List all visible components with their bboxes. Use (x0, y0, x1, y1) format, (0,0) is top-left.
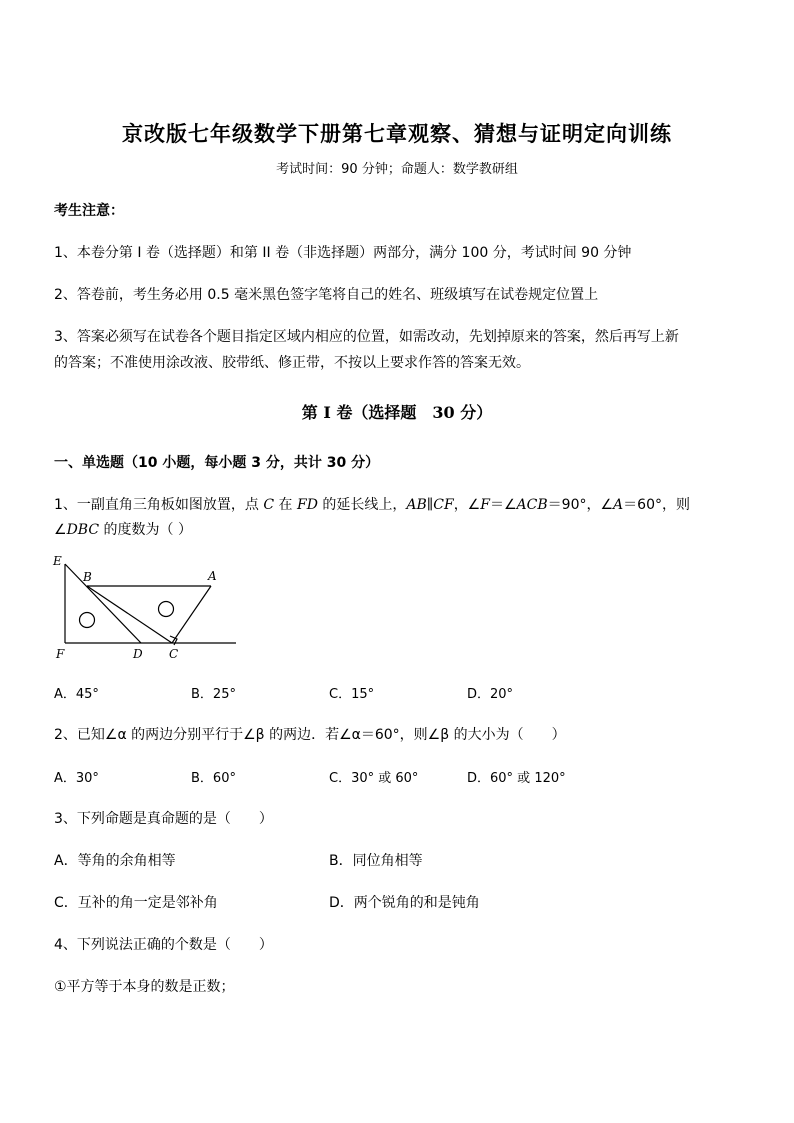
q2-option-d[interactable]: D．60° 或 120° (467, 771, 566, 786)
notice-item-2: 2、答卷前，考生务必用 0.5 毫米黑色签字笔将自己的姓名、班级填写在试卷规定位置上 (54, 287, 599, 303)
q3-option-c[interactable]: C．互补的角一定是邻补角 (54, 895, 218, 911)
q1-option-a[interactable]: A．45° (54, 687, 99, 702)
line-BC (87, 586, 172, 643)
question-1-text-cont: ∠DBC 的度数为（ ） (54, 522, 192, 538)
part-title: 一、单选题（10 小题，每小题 3 分，共计 30 分） (54, 455, 380, 471)
question-4-item-1: ①平方等于本身的数是正数； (54, 979, 235, 995)
q1-option-b[interactable]: B．25° (191, 687, 236, 702)
label-A: A (208, 569, 217, 583)
line-ED (65, 564, 141, 643)
exam-info: 考试时间：90 分钟；命题人：数学教研组 (276, 162, 518, 177)
notice-item-3: 3、答案必须写在试卷各个题目指定区域内相应的位置，如需改动，先划掉原来的答案，然后再写上新 (54, 329, 679, 345)
line-AC (172, 586, 211, 643)
label-D: D (133, 647, 143, 661)
q1-option-c[interactable]: C．15° (329, 687, 375, 702)
section-title: 第 I 卷（选择题 30 分） (301, 403, 493, 422)
q1-option-d[interactable]: D．20° (467, 687, 514, 702)
page-title: 京改版七年级数学下册第七章观察、猜想与证明定向训练 (122, 121, 672, 146)
notice-item-3-cont: 的答案；不准使用涂改液、胶带纸、修正带，不按以上要求作答的答案无效。 (54, 355, 530, 371)
hole-circle-2 (159, 602, 174, 617)
q3-option-d[interactable]: D．两个锐角的和是钝角 (329, 895, 480, 911)
question-3-text: 3、下列命题是真命题的是（ ） (54, 811, 273, 827)
q2-option-c[interactable]: C．30° 或 60° (329, 771, 419, 786)
question-4-text: 4、下列说法正确的个数是（ ） (54, 937, 273, 953)
question-1-figure (50, 552, 245, 664)
notice-heading: 考生注意： (54, 203, 124, 219)
hole-circle-1 (80, 613, 95, 628)
q2-option-b[interactable]: B．60° (191, 771, 236, 786)
question-1-text: 1、一副直角三角板如图放置，点 C 在 FD 的延长线上，AB∥CF，∠F＝∠ACB＝90°，∠A＝60°，则 (54, 497, 690, 513)
q2-option-a[interactable]: A．30° (54, 771, 99, 786)
label-E: E (53, 554, 62, 568)
question-2-text: 2、已知∠α 的两边分别平行于∠β 的两边．若∠α＝60°，则∠β 的大小为（ ） (54, 727, 566, 743)
q3-option-b[interactable]: B．同位角相等 (329, 853, 423, 869)
q3-option-a[interactable]: A．等角的余角相等 (54, 853, 176, 869)
label-B: B (83, 570, 92, 584)
label-F: F (56, 647, 65, 661)
label-C: C (169, 647, 179, 661)
notice-item-1: 1、本卷分第 I 卷（选择题）和第 II 卷（非选择题）两部分，满分 100 分，考试时间 90 分钟 (54, 245, 632, 261)
